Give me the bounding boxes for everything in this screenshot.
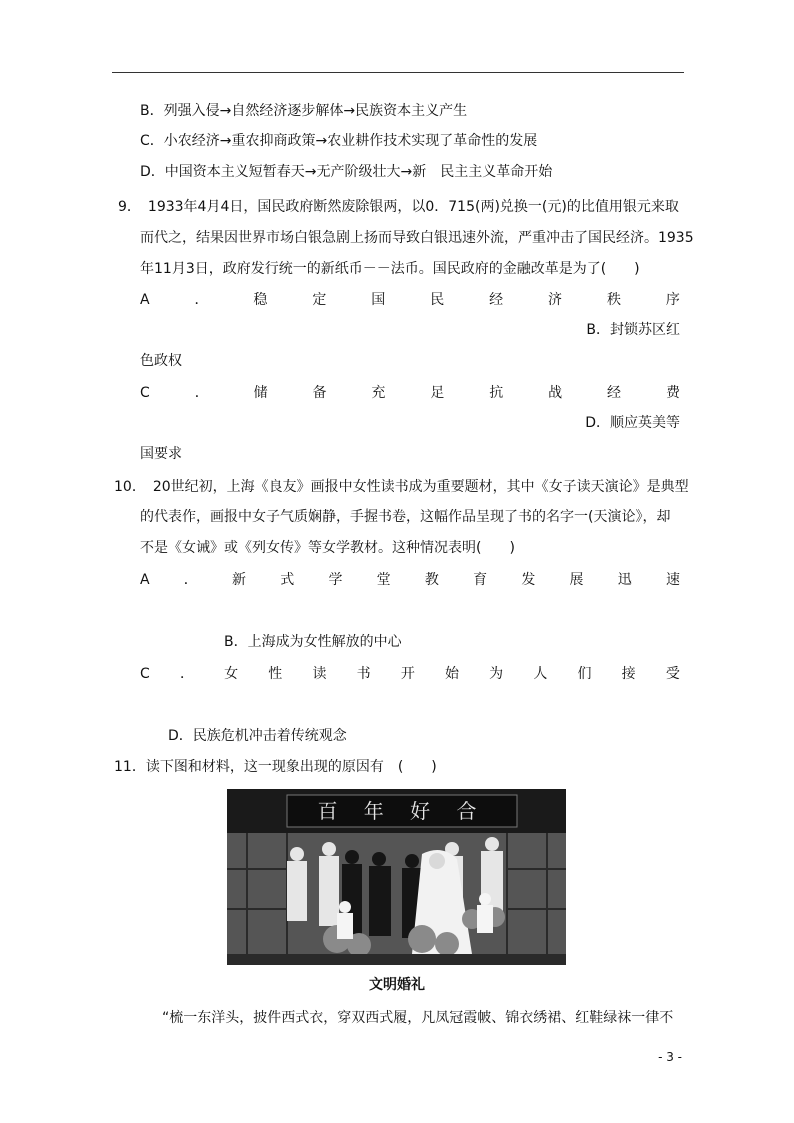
q10-stem-line1: 10． 20世纪初，上海《良友》画报中女性读书成为重要题材，其中《女子读天演论》是典型 [114,479,689,495]
q9-stem-line1: 9． 1933年4月4日，国民政府断然废除银两，以0．715(两)兑换一(元)的比值用银元来取 [118,199,679,215]
q10-option-b: B．上海成为女性解放的中心 [224,634,402,650]
q9-option-b-part1: B．封锁苏区红 [586,322,680,338]
q11-stem-line1: 11．读下图和材料，这一现象出现的原因有 ( ) [114,759,437,775]
q9-stem-line3: 年11月3日，政府发行统一的新纸币－－法币。国民政府的金融改革是为了( ) [140,261,640,277]
q8-option-b: B．列强入侵→自然经济逐步解体→民族资本主义产生 [140,103,468,119]
header-rule [112,72,684,73]
photo-caption: 文明婚礼 [369,977,425,993]
q9-option-c: C ． 储 备 充 足 抗 战 经 费 [140,385,680,401]
q8-option-c: C．小农经济→重农抑商政策→农业耕作技术实现了革命性的发展 [140,133,538,149]
q9-option-a: A ． 稳 定 国 民 经 济 秩 序 [140,292,680,308]
page-number: - 3 - [658,1050,682,1064]
q9-option-b-part2: 色政权 [140,353,182,369]
wedding-sign-text: 百 年 好 合 [317,799,487,823]
q9-option-d-part1: D．顺应英美等 [585,415,680,431]
q11-quote-line1: “梳一东洋头，披件西式衣，穿双西式履，凡凤冠霞帔、锦衣绣裙、红鞋绿袜一律不 [162,1010,674,1026]
q10-option-d: D．民族危机冲击着传统观念 [168,728,347,744]
wedding-photo [227,789,566,965]
q8-option-d: D．中国资本主义短暂春天→无产阶级壮大→新 民主主义革命开始 [140,164,553,180]
q9-stem-line2: 而代之，结果因世界市场白银急剧上扬而导致白银迅速外流，严重冲击了国民经济。1935 [140,230,694,246]
q10-stem-line2: 的代表作，画报中女子气质娴静，手握书卷，这幅作品呈现了书的名字一(天演论》，却 [140,509,671,525]
q10-option-c: C ． 女 性 读 书 开 始 为 人 们 接 受 [140,666,680,682]
q9-option-d-part2: 国要求 [140,446,182,462]
q10-option-a: A ． 新 式 学 堂 教 育 发 展 迅 速 [140,572,680,588]
q10-stem-line3: 不是《女诫》或《列女传》等女学教材。这种情况表明( ) [140,540,515,556]
